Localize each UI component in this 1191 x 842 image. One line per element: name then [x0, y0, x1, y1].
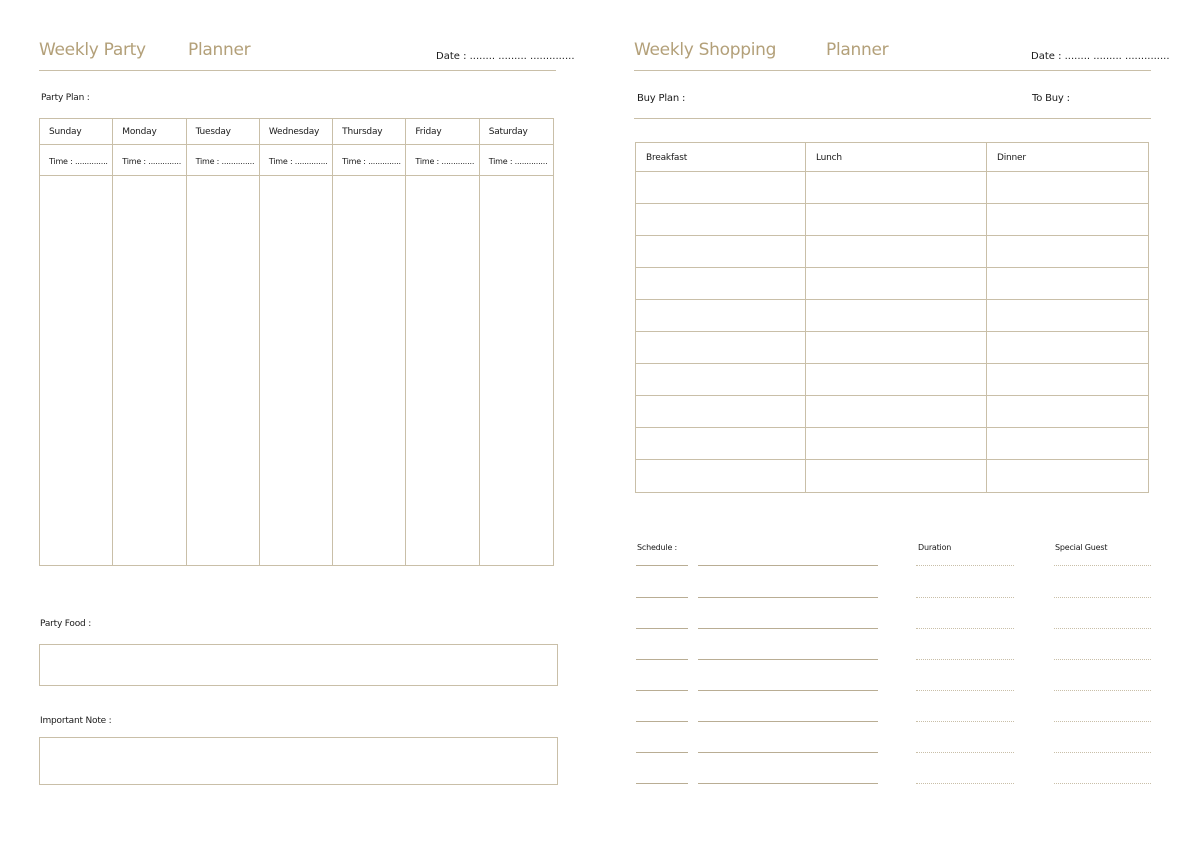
meal-cell[interactable] [636, 364, 806, 396]
party-title-planner: Planner [188, 40, 251, 60]
duration-line[interactable] [916, 721, 1014, 722]
schedule-item-line[interactable] [698, 721, 878, 722]
schedule-item-line[interactable] [698, 783, 878, 784]
duration-line[interactable] [916, 565, 1014, 566]
party-food-box[interactable] [39, 644, 558, 686]
duration-line[interactable] [916, 752, 1014, 753]
meal-cell[interactable] [806, 204, 987, 236]
day-header-monday: Monday [113, 119, 186, 145]
plan-area-monday[interactable] [113, 176, 186, 565]
plan-area-saturday[interactable] [480, 176, 553, 565]
meal-cell[interactable] [806, 332, 987, 364]
meal-cell[interactable] [987, 236, 1148, 268]
important-note-label: Important Note : [40, 716, 112, 726]
day-header-wednesday: Wednesday [260, 119, 333, 145]
meal-cell[interactable] [636, 332, 806, 364]
time-field-tuesday[interactable]: Time : .............. [187, 145, 260, 176]
meal-cell[interactable] [987, 300, 1148, 332]
day-header-thursday: Thursday [333, 119, 406, 145]
special-guest-line[interactable] [1054, 690, 1151, 691]
buy-plan-label: Buy Plan : [637, 93, 686, 104]
meal-cell[interactable] [806, 428, 987, 460]
meal-cell[interactable] [636, 236, 806, 268]
schedule-time-line[interactable] [636, 690, 688, 691]
schedule-item-line[interactable] [698, 628, 878, 629]
meal-header-lunch: Lunch [806, 143, 987, 172]
meal-cell[interactable] [636, 428, 806, 460]
special-guest-line[interactable] [1054, 565, 1151, 566]
duration-line[interactable] [916, 783, 1014, 784]
party-plan-label: Party Plan : [41, 93, 90, 103]
meal-header-breakfast: Breakfast [636, 143, 806, 172]
meal-cell[interactable] [806, 460, 987, 492]
day-header-friday: Friday [406, 119, 479, 145]
day-header-saturday: Saturday [480, 119, 553, 145]
shopping-date-field[interactable]: Date : ........ ......... .............. [1031, 51, 1170, 62]
schedule-item-line[interactable] [698, 752, 878, 753]
party-date-field[interactable]: Date : ........ ......... .............. [436, 51, 575, 62]
to-buy-label: To Buy : [1032, 93, 1070, 104]
special-guest-label: Special Guest [1055, 543, 1108, 552]
meal-cell[interactable] [636, 204, 806, 236]
duration-line[interactable] [916, 628, 1014, 629]
meal-header-dinner: Dinner [987, 143, 1148, 172]
party-header-divider [39, 70, 556, 71]
duration-label: Duration [918, 543, 952, 552]
time-field-thursday[interactable]: Time : .............. [333, 145, 406, 176]
party-title-weekly: Weekly Party [39, 40, 146, 60]
special-guest-line[interactable] [1054, 721, 1151, 722]
schedule-item-line[interactable] [698, 597, 878, 598]
meal-cell[interactable] [987, 204, 1148, 236]
meal-cell[interactable] [987, 332, 1148, 364]
shopping-title-weekly: Weekly Shopping [634, 40, 777, 60]
plan-area-thursday[interactable] [333, 176, 406, 565]
schedule-time-line[interactable] [636, 721, 688, 722]
schedule-item-line[interactable] [698, 565, 878, 566]
special-guest-line[interactable] [1054, 783, 1151, 784]
time-field-sunday[interactable]: Time : .............. [40, 145, 113, 176]
day-header-sunday: Sunday [40, 119, 113, 145]
schedule-item-line[interactable] [698, 690, 878, 691]
meal-table [635, 142, 1149, 493]
meal-cell[interactable] [987, 396, 1148, 428]
schedule-time-line[interactable] [636, 659, 688, 660]
plan-area-wednesday[interactable] [260, 176, 333, 565]
special-guest-line[interactable] [1054, 628, 1151, 629]
meal-cell[interactable] [636, 268, 806, 300]
duration-line[interactable] [916, 690, 1014, 691]
buy-plan-divider [634, 118, 1151, 119]
meal-cell[interactable] [806, 268, 987, 300]
meal-cell[interactable] [806, 364, 987, 396]
special-guest-line[interactable] [1054, 597, 1151, 598]
meal-cell[interactable] [806, 300, 987, 332]
plan-area-friday[interactable] [406, 176, 479, 565]
schedule-time-line[interactable] [636, 783, 688, 784]
time-field-saturday[interactable]: Time : .............. [480, 145, 553, 176]
meal-cell[interactable] [987, 460, 1148, 492]
meal-cell[interactable] [987, 268, 1148, 300]
meal-cell[interactable] [636, 172, 806, 204]
schedule-time-line[interactable] [636, 565, 688, 566]
meal-cell[interactable] [806, 236, 987, 268]
meal-cell[interactable] [636, 300, 806, 332]
meal-cell[interactable] [987, 428, 1148, 460]
special-guest-line[interactable] [1054, 752, 1151, 753]
meal-cell[interactable] [987, 364, 1148, 396]
meal-cell[interactable] [636, 460, 806, 492]
shopping-title-planner: Planner [826, 40, 889, 60]
special-guest-line[interactable] [1054, 659, 1151, 660]
schedule-time-line[interactable] [636, 752, 688, 753]
party-week-grid [39, 118, 554, 566]
time-field-friday[interactable]: Time : .............. [406, 145, 479, 176]
schedule-time-line[interactable] [636, 628, 688, 629]
day-header-tuesday: Tuesday [187, 119, 260, 145]
meal-cell[interactable] [987, 172, 1148, 204]
plan-area-tuesday[interactable] [187, 176, 260, 565]
plan-area-sunday[interactable] [40, 176, 113, 565]
meal-cell[interactable] [636, 396, 806, 428]
party-food-label: Party Food : [40, 619, 92, 629]
important-note-box[interactable] [39, 737, 558, 785]
meal-cell[interactable] [806, 396, 987, 428]
time-field-monday[interactable]: Time : .............. [113, 145, 186, 176]
schedule-item-line[interactable] [698, 659, 878, 660]
schedule-label: Schedule : [637, 543, 678, 552]
time-field-wednesday[interactable]: Time : .............. [260, 145, 333, 176]
schedule-time-line[interactable] [636, 597, 688, 598]
meal-cell[interactable] [806, 172, 987, 204]
shopping-header-divider [634, 70, 1151, 71]
duration-line[interactable] [916, 659, 1014, 660]
duration-line[interactable] [916, 597, 1014, 598]
